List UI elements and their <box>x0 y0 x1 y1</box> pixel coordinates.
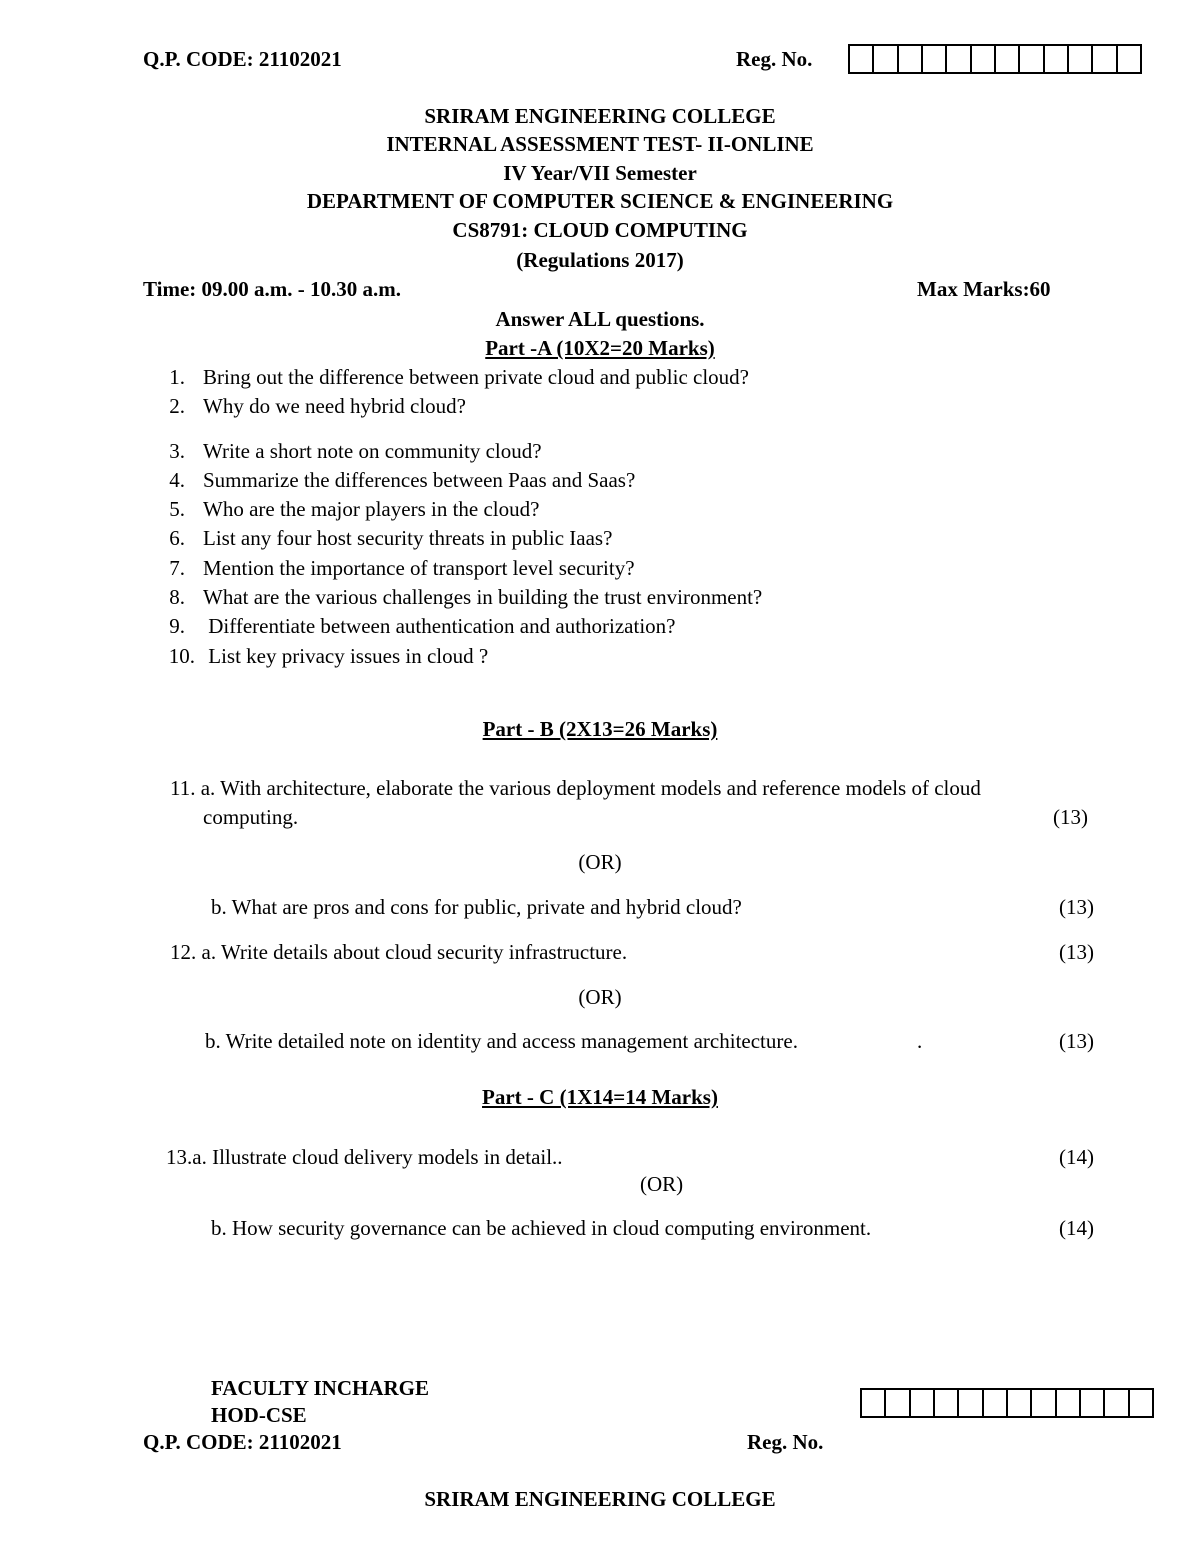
course-title: CS8791: CLOUD COMPUTING <box>452 218 748 242</box>
reg-no-box <box>1118 46 1140 72</box>
question-number: 3. <box>169 439 185 463</box>
question-text: Summarize the differences between Paas and Saas? <box>203 468 636 492</box>
q12a-marks: (13) <box>1059 940 1094 964</box>
question-text: Why do we need hybrid cloud? <box>203 394 467 418</box>
part-c-heading: Part - C (1X14=14 Marks) <box>482 1085 718 1109</box>
q12b-dot: . <box>917 1029 923 1053</box>
reg-no-box <box>935 1390 959 1416</box>
question-text: Differentiate between authentication and authorization? <box>203 614 676 638</box>
department: DEPARTMENT OF COMPUTER SCIENCE & ENGINEERING <box>306 189 894 213</box>
question-text: What are the various challenges in building the trust environment? <box>203 585 763 609</box>
q13a-marks: (14) <box>1059 1145 1094 1169</box>
reg-no-box <box>874 46 898 72</box>
or-separator: (OR) <box>640 1172 684 1196</box>
reg-no-box <box>1032 1390 1056 1416</box>
question-text: List key privacy issues in cloud ? <box>203 644 489 668</box>
or-separator: (OR) <box>578 850 622 874</box>
reg-no-box <box>1020 46 1044 72</box>
question-number: 4. <box>169 468 185 492</box>
hod-cse: HOD-CSE <box>211 1403 307 1427</box>
reg-no-box <box>850 46 874 72</box>
college-name: SRIRAM ENGINEERING COLLEGE <box>424 104 776 128</box>
question-text: Bring out the difference between private cloud and public cloud? <box>203 365 749 389</box>
question-number: 1. <box>169 365 185 389</box>
question-number: 9. <box>169 614 185 638</box>
reg-no-box <box>1093 46 1117 72</box>
reg-no-box <box>1081 1390 1105 1416</box>
qp-code-footer: Q.P. CODE: 21102021 <box>143 1430 342 1454</box>
q11b-marks: (13) <box>1059 895 1094 919</box>
reg-no-box <box>1057 1390 1081 1416</box>
q11b-text: b. What are pros and cons for public, private and hybrid cloud? <box>211 895 742 919</box>
reg-no-box <box>1105 1390 1129 1416</box>
reg-no-box <box>972 46 996 72</box>
reg-no-box <box>1069 46 1093 72</box>
reg-no-box <box>959 1390 983 1416</box>
reg-no-box <box>899 46 923 72</box>
reg-no-box <box>1008 1390 1032 1416</box>
reg-no-boxes <box>848 44 1142 74</box>
reg-no-box <box>862 1390 886 1416</box>
reg-no-box <box>911 1390 935 1416</box>
question-number: 10. <box>168 644 195 668</box>
question-number: 5. <box>169 497 185 521</box>
instructions: Answer ALL questions. <box>495 307 705 331</box>
or-separator: (OR) <box>578 985 622 1009</box>
reg-no-box <box>984 1390 1008 1416</box>
reg-no-box <box>996 46 1020 72</box>
q11a-marks: (13) <box>1053 805 1088 829</box>
reg-no-label: Reg. No. <box>736 47 813 71</box>
exam-time: Time: 09.00 a.m. - 10.30 a.m. <box>143 277 401 301</box>
faculty-incharge: FACULTY INCHARGE <box>211 1376 429 1400</box>
question-number: 8. <box>169 585 185 609</box>
regulations: (Regulations 2017) <box>516 248 684 272</box>
part-a-heading: Part -A (10X2=20 Marks) <box>485 336 715 360</box>
question-number: 2. <box>169 394 185 418</box>
max-marks: Max Marks:60 <box>917 277 1051 301</box>
year-semester: IV Year/VII Semester <box>503 161 697 185</box>
reg-no-box <box>1045 46 1069 72</box>
college-name-footer: SRIRAM ENGINEERING COLLEGE <box>424 1487 776 1511</box>
q11a-text-line1: 11. a. With architecture, elaborate the various deployment models and reference models of cloud <box>170 776 981 800</box>
q12a-text: 12. a. Write details about cloud security infrastructure. <box>170 940 628 964</box>
question-number: 6. <box>169 526 185 550</box>
reg-no-box <box>947 46 971 72</box>
reg-no-box <box>886 1390 910 1416</box>
q13b-marks: (14) <box>1059 1216 1094 1240</box>
part-b-heading: Part - B (2X13=26 Marks) <box>482 717 718 741</box>
question-text: List any four host security threats in public Iaas? <box>203 526 613 550</box>
q13a-text: 13.a. Illustrate cloud delivery models in detail.. <box>166 1145 563 1169</box>
q12b-marks: (13) <box>1059 1029 1094 1053</box>
test-name: INTERNAL ASSESSMENT TEST- II-ONLINE <box>386 132 814 156</box>
question-text: Who are the major players in the cloud? <box>203 497 540 521</box>
qp-code: Q.P. CODE: 21102021 <box>143 47 342 71</box>
reg-no-box <box>1130 1390 1152 1416</box>
question-text: Mention the importance of transport level security? <box>203 556 635 580</box>
q12b-text: b. Write detailed note on identity and access management architecture. <box>205 1029 798 1053</box>
question-text: Write a short note on community cloud? <box>203 439 542 463</box>
question-number: 7. <box>169 556 185 580</box>
reg-no-boxes-footer <box>860 1388 1154 1418</box>
q11a-text-line2: computing. <box>203 805 299 829</box>
reg-no-box <box>923 46 947 72</box>
reg-no-label-footer: Reg. No. <box>747 1430 824 1454</box>
q13b-text: b. How security governance can be achieved in cloud computing environment. <box>211 1216 872 1240</box>
